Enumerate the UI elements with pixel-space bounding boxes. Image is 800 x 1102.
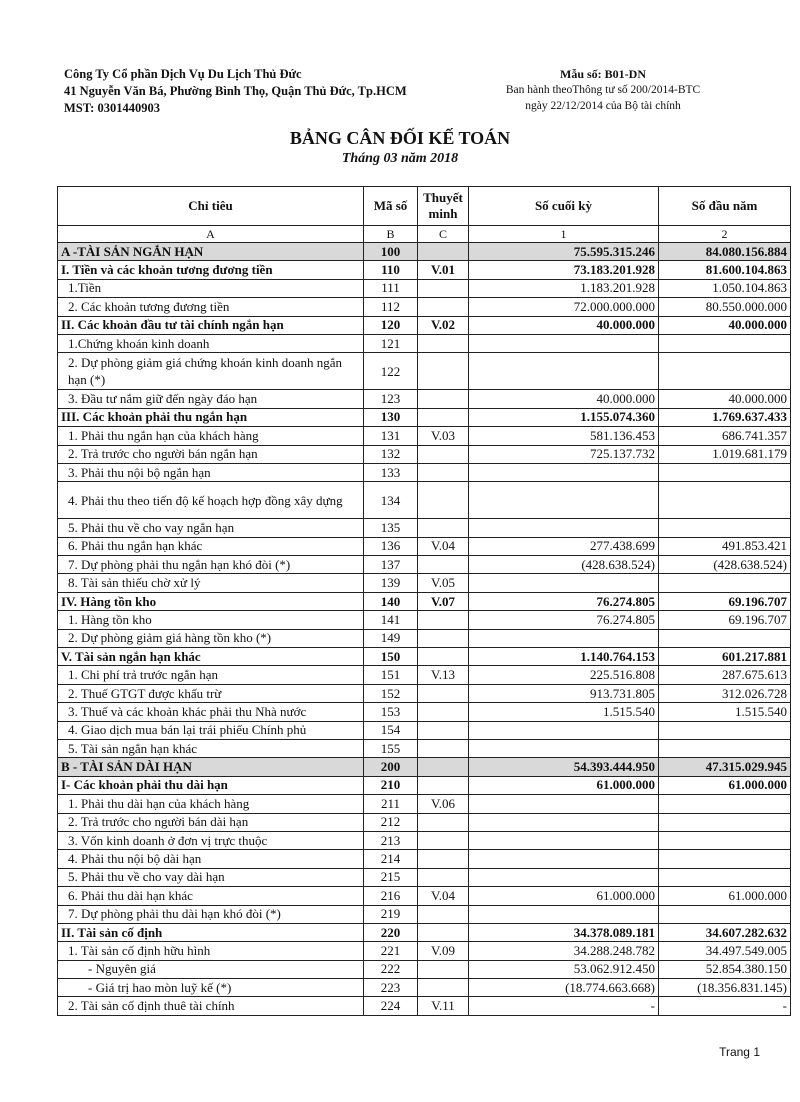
row-begin-value <box>659 850 791 868</box>
row-begin-value <box>659 353 791 390</box>
row-begin-value: 69.196.707 <box>659 592 791 610</box>
row-begin-value: 1.769.637.433 <box>659 408 791 426</box>
row-note <box>418 813 469 831</box>
row-note <box>418 463 469 481</box>
table-row <box>58 556 791 574</box>
row-begin-value: 287.675.613 <box>659 666 791 684</box>
row-name: 3. Vốn kinh doanh ở đơn vị trực thuộc <box>58 831 364 849</box>
row-name: 1.Tiền <box>58 279 364 297</box>
row-name: 2. Tài sản cố định thuê tài chính <box>58 997 364 1015</box>
row-end-value: 73.183.201.928 <box>469 261 659 279</box>
row-begin-value <box>659 519 791 537</box>
row-end-value <box>469 868 659 886</box>
row-end-value <box>469 813 659 831</box>
row-begin-value <box>659 334 791 352</box>
row-note: V.02 <box>418 316 469 334</box>
row-note <box>418 279 469 297</box>
row-name: 1. Phải thu ngắn hạn của khách hàng <box>58 427 364 445</box>
row-end-value <box>469 850 659 868</box>
row-name: IV. Hàng tồn kho <box>58 592 364 610</box>
row-end-value <box>469 353 659 390</box>
row-end-value: 725.137.732 <box>469 445 659 463</box>
table-row <box>58 648 791 666</box>
row-name: 4. Phải thu theo tiến độ kế hoạch hợp đồng xây dựng <box>58 482 364 519</box>
row-code: 140 <box>364 592 418 610</box>
table-row <box>58 629 791 647</box>
row-code: 111 <box>364 279 418 297</box>
row-code: 152 <box>364 684 418 702</box>
row-note: V.13 <box>418 666 469 684</box>
row-note <box>418 758 469 776</box>
table-row <box>58 243 791 261</box>
table-row <box>58 923 791 941</box>
row-code: 133 <box>364 463 418 481</box>
letter-c: C <box>418 226 469 243</box>
header-begin-year: Số đầu năm <box>659 187 791 226</box>
row-code: 211 <box>364 795 418 813</box>
row-name: II. Các khoản đầu tư tài chính ngắn hạn <box>58 316 364 334</box>
header-end-period: Số cuối kỳ <box>469 187 659 226</box>
row-end-value: 34.288.248.782 <box>469 942 659 960</box>
table-header-row <box>58 187 791 226</box>
issued-by: Ban hành theoThông tư số 200/2014-BTC <box>505 84 701 96</box>
row-end-value: (18.774.663.668) <box>469 979 659 997</box>
row-end-value: 913.731.805 <box>469 684 659 702</box>
row-note <box>418 739 469 757</box>
row-code: 137 <box>364 556 418 574</box>
row-end-value: 1.183.201.928 <box>469 279 659 297</box>
row-begin-value: 47.315.029.945 <box>659 758 791 776</box>
row-name: 3. Thuế và các khoản khác phải thu Nhà nước <box>58 703 364 721</box>
row-note <box>418 684 469 702</box>
row-name: 7. Dự phòng phải thu ngắn hạn khó đòi (*) <box>58 556 364 574</box>
row-name: I. Tiền và các khoản tương đương tiền <box>58 261 364 279</box>
table-row <box>58 390 791 408</box>
row-code: 100 <box>364 243 418 261</box>
row-note: V.05 <box>418 574 469 592</box>
row-code: 220 <box>364 923 418 941</box>
row-note <box>418 629 469 647</box>
row-note: V.03 <box>418 427 469 445</box>
table-row <box>58 795 791 813</box>
row-name: 8. Tài sản thiếu chờ xử lý <box>58 574 364 592</box>
row-code: 214 <box>364 850 418 868</box>
row-note: V.07 <box>418 592 469 610</box>
row-note: V.06 <box>418 795 469 813</box>
row-begin-value: 61.000.000 <box>659 776 791 794</box>
table-row <box>58 905 791 923</box>
row-code: 212 <box>364 813 418 831</box>
table-row <box>58 813 791 831</box>
row-code: 223 <box>364 979 418 997</box>
table-row <box>58 592 791 610</box>
row-begin-value: - <box>659 997 791 1015</box>
row-code: 154 <box>364 721 418 739</box>
table-row <box>58 316 791 334</box>
table-row <box>58 408 791 426</box>
row-begin-value: 686.741.357 <box>659 427 791 445</box>
row-note <box>418 445 469 463</box>
table-row <box>58 537 791 555</box>
table-row <box>58 887 791 905</box>
row-code: 110 <box>364 261 418 279</box>
row-end-value: 61.000.000 <box>469 887 659 905</box>
row-end-value <box>469 905 659 923</box>
row-begin-value: 61.000.000 <box>659 887 791 905</box>
table-row <box>58 482 791 519</box>
row-code: 155 <box>364 739 418 757</box>
table-row <box>58 519 791 537</box>
table-row <box>58 739 791 757</box>
table-row <box>58 427 791 445</box>
row-begin-value: 52.854.380.150 <box>659 960 791 978</box>
table-row <box>58 445 791 463</box>
row-code: 112 <box>364 298 418 316</box>
table-row <box>58 261 791 279</box>
row-begin-value <box>659 721 791 739</box>
row-note: V.11 <box>418 997 469 1015</box>
row-name: 4. Phải thu nội bộ dài hạn <box>58 850 364 868</box>
table-row <box>58 684 791 702</box>
row-note <box>418 334 469 352</box>
row-end-value <box>469 739 659 757</box>
row-begin-value: 1.050.104.863 <box>659 279 791 297</box>
row-code: 222 <box>364 960 418 978</box>
row-begin-value: 40.000.000 <box>659 316 791 334</box>
row-name: 5. Tài sản ngắn hạn khác <box>58 739 364 757</box>
form-number: Mẫu số: B01-DN <box>560 67 646 81</box>
row-begin-value <box>659 868 791 886</box>
row-name: 1. Hàng tồn kho <box>58 611 364 629</box>
row-end-value <box>469 334 659 352</box>
row-begin-value: 601.217.881 <box>659 648 791 666</box>
row-name: A -TÀI SẢN NGẮN HẠN <box>58 243 364 261</box>
header-note: Thuyết minh <box>418 187 469 226</box>
letter-1: 1 <box>469 226 659 243</box>
row-name: 2. Dự phòng giảm giá chứng khoán kinh doanh ngắn hạn (*) <box>58 353 364 390</box>
row-name: 7. Dự phòng phải thu dài hạn khó đòi (*) <box>58 905 364 923</box>
row-note <box>418 831 469 849</box>
row-code: 224 <box>364 997 418 1015</box>
table-body <box>58 243 791 1016</box>
row-note <box>418 611 469 629</box>
row-note: V.09 <box>418 942 469 960</box>
row-end-value: 34.378.089.181 <box>469 923 659 941</box>
tax-code: MST: 0301440903 <box>64 101 160 115</box>
issued-date: ngày 22/12/2014 của Bộ tài chính <box>525 100 681 112</box>
table-row <box>58 776 791 794</box>
row-code: 141 <box>364 611 418 629</box>
row-code: 216 <box>364 887 418 905</box>
row-begin-value <box>659 905 791 923</box>
page-number: Trang 1 <box>719 1045 760 1059</box>
table-row <box>58 666 791 684</box>
table-row <box>58 353 791 390</box>
row-begin-value: 40.000.000 <box>659 390 791 408</box>
table-row <box>58 831 791 849</box>
row-note <box>418 868 469 886</box>
row-end-value: 54.393.444.950 <box>469 758 659 776</box>
row-note: V.04 <box>418 887 469 905</box>
table-row <box>58 334 791 352</box>
row-note <box>418 390 469 408</box>
letter-b: B <box>364 226 418 243</box>
row-end-value: - <box>469 997 659 1015</box>
row-name: V. Tài sản ngắn hạn khác <box>58 648 364 666</box>
table-row <box>58 979 791 997</box>
row-code: 213 <box>364 831 418 849</box>
table-row <box>58 942 791 960</box>
row-name: - Giá trị hao mòn luỹ kế (*) <box>58 979 364 997</box>
row-code: 150 <box>364 648 418 666</box>
row-note: V.01 <box>418 261 469 279</box>
table-row <box>58 703 791 721</box>
row-note <box>418 923 469 941</box>
row-code: 122 <box>364 353 418 390</box>
row-name: - Nguyên giá <box>58 960 364 978</box>
row-name: 1. Tài sản cố định hữu hình <box>58 942 364 960</box>
row-end-value: 76.274.805 <box>469 611 659 629</box>
row-code: 139 <box>364 574 418 592</box>
row-name: 4. Giao dịch mua bán lại trái phiếu Chính phủ <box>58 721 364 739</box>
row-end-value <box>469 463 659 481</box>
row-begin-value <box>659 574 791 592</box>
header-indicator: Chỉ tiêu <box>58 187 364 226</box>
row-end-value: 1.140.764.153 <box>469 648 659 666</box>
row-end-value <box>469 795 659 813</box>
row-begin-value: 34.607.282.632 <box>659 923 791 941</box>
row-end-value: 61.000.000 <box>469 776 659 794</box>
row-name: 5. Phải thu về cho vay ngắn hạn <box>58 519 364 537</box>
row-note <box>418 979 469 997</box>
row-code: 120 <box>364 316 418 334</box>
row-name: 1.Chứng khoán kinh doanh <box>58 334 364 352</box>
letter-2: 2 <box>659 226 791 243</box>
table-row <box>58 997 791 1015</box>
document-title: BẢNG CÂN ĐỐI KẾ TOÁN <box>289 128 511 148</box>
row-begin-value: 84.080.156.884 <box>659 243 791 261</box>
row-code: 135 <box>364 519 418 537</box>
row-end-value <box>469 482 659 519</box>
row-begin-value <box>659 463 791 481</box>
row-end-value <box>469 831 659 849</box>
row-begin-value: (428.638.524) <box>659 556 791 574</box>
row-note <box>418 556 469 574</box>
row-code: 149 <box>364 629 418 647</box>
row-begin-value: 81.600.104.863 <box>659 261 791 279</box>
row-code: 215 <box>364 868 418 886</box>
row-begin-value <box>659 813 791 831</box>
row-code: 132 <box>364 445 418 463</box>
row-end-value: 225.516.808 <box>469 666 659 684</box>
row-code: 221 <box>364 942 418 960</box>
row-name: III. Các khoản phải thu ngắn hạn <box>58 408 364 426</box>
row-end-value: 1.515.540 <box>469 703 659 721</box>
table-row <box>58 850 791 868</box>
row-name: 2. Trả trước cho người bán dài hạn <box>58 813 364 831</box>
row-name: 2. Trả trước cho người bán ngắn hạn <box>58 445 364 463</box>
row-begin-value: 69.196.707 <box>659 611 791 629</box>
form-info <box>498 66 708 114</box>
row-name: 3. Đầu tư nắm giữ đến ngày đáo hạn <box>58 390 364 408</box>
table-row <box>58 463 791 481</box>
row-name: 2. Thuế GTGT được khấu trừ <box>58 684 364 702</box>
row-end-value <box>469 721 659 739</box>
row-name: 5. Phải thu về cho vay dài hạn <box>58 868 364 886</box>
table-row <box>58 758 791 776</box>
row-begin-value <box>659 831 791 849</box>
table-row <box>58 279 791 297</box>
row-note <box>418 850 469 868</box>
row-end-value: 40.000.000 <box>469 316 659 334</box>
row-code: 200 <box>364 758 418 776</box>
row-note <box>418 482 469 519</box>
row-code: 130 <box>364 408 418 426</box>
row-code: 210 <box>364 776 418 794</box>
row-code: 151 <box>364 666 418 684</box>
row-note <box>418 519 469 537</box>
row-note <box>418 721 469 739</box>
row-code: 121 <box>364 334 418 352</box>
row-name: B - TÀI SẢN DÀI HẠN <box>58 758 364 776</box>
row-code: 153 <box>364 703 418 721</box>
row-note <box>418 408 469 426</box>
row-code: 123 <box>364 390 418 408</box>
row-name: 2. Các khoản tương đương tiền <box>58 298 364 316</box>
company-address: 41 Nguyễn Văn Bá, Phường Bình Thọ, Quận Thủ Đức, Tp.HCM <box>64 84 407 98</box>
row-begin-value <box>659 629 791 647</box>
row-note: V.04 <box>418 537 469 555</box>
row-name: 6. Phải thu dài hạn khác <box>58 887 364 905</box>
row-code: 134 <box>364 482 418 519</box>
row-name: 2. Dự phòng giảm giá hàng tồn kho (*) <box>58 629 364 647</box>
row-name: 1. Chi phí trả trước ngắn hạn <box>58 666 364 684</box>
row-end-value: (428.638.524) <box>469 556 659 574</box>
row-end-value: 53.062.912.450 <box>469 960 659 978</box>
row-begin-value: 1.019.681.179 <box>659 445 791 463</box>
company-name: Công Ty Cổ phần Dịch Vụ Du Lịch Thủ Đức <box>64 67 302 81</box>
row-end-value: 1.155.074.360 <box>469 408 659 426</box>
table-row <box>58 868 791 886</box>
row-end-value: 277.438.699 <box>469 537 659 555</box>
table-row <box>58 721 791 739</box>
balance-sheet-table <box>57 186 791 1016</box>
row-code: 136 <box>364 537 418 555</box>
row-begin-value <box>659 482 791 519</box>
row-note <box>418 298 469 316</box>
row-code: 131 <box>364 427 418 445</box>
row-name: 3. Phải thu nội bộ ngắn hạn <box>58 463 364 481</box>
row-note <box>418 703 469 721</box>
row-begin-value <box>659 739 791 757</box>
row-begin-value: (18.356.831.145) <box>659 979 791 997</box>
row-begin-value: 34.497.549.005 <box>659 942 791 960</box>
row-note <box>418 648 469 666</box>
row-begin-value: 491.853.421 <box>659 537 791 555</box>
row-code: 219 <box>364 905 418 923</box>
row-begin-value <box>659 795 791 813</box>
row-begin-value: 1.515.540 <box>659 703 791 721</box>
row-name: 1. Phải thu dài hạn của khách hàng <box>58 795 364 813</box>
row-begin-value: 80.550.000.000 <box>659 298 791 316</box>
row-end-value: 72.000.000.000 <box>469 298 659 316</box>
row-note <box>418 905 469 923</box>
row-note <box>418 776 469 794</box>
table-row <box>58 574 791 592</box>
document-period: Tháng 03 năm 2018 <box>341 151 459 166</box>
header-code: Mã số <box>364 187 418 226</box>
company-info <box>64 66 407 117</box>
table-row <box>58 298 791 316</box>
row-name: 6. Phải thu ngắn hạn khác <box>58 537 364 555</box>
row-end-value: 75.595.315.246 <box>469 243 659 261</box>
row-end-value: 40.000.000 <box>469 390 659 408</box>
row-note <box>418 353 469 390</box>
letter-a: A <box>58 226 364 243</box>
row-end-value <box>469 574 659 592</box>
table-row <box>58 611 791 629</box>
row-end-value <box>469 629 659 647</box>
row-begin-value: 312.026.728 <box>659 684 791 702</box>
row-note <box>418 960 469 978</box>
row-end-value <box>469 519 659 537</box>
row-end-value: 581.136.453 <box>469 427 659 445</box>
table-letter-row <box>58 226 791 243</box>
table-row <box>58 960 791 978</box>
row-end-value: 76.274.805 <box>469 592 659 610</box>
row-name: II. Tài sản cố định <box>58 923 364 941</box>
row-name: I- Các khoản phải thu dài hạn <box>58 776 364 794</box>
row-note <box>418 243 469 261</box>
